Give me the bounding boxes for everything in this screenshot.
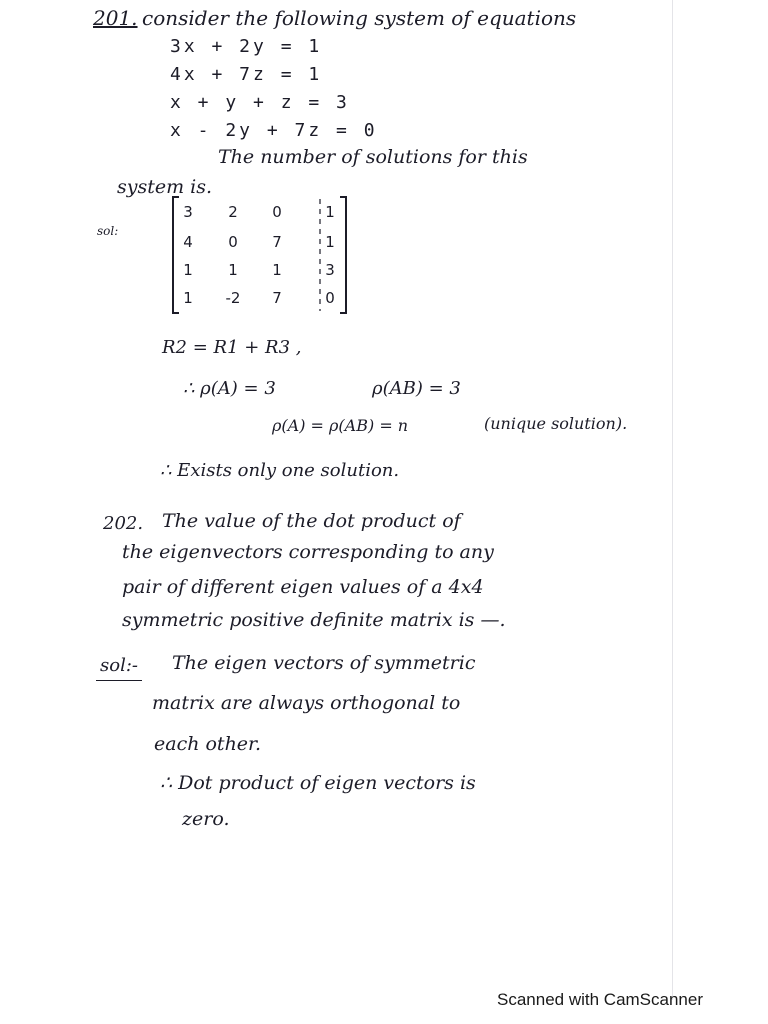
matrix-cell-r1c3: 0 — [272, 203, 282, 221]
row-operation: R2 = R1 + R3 , — [162, 337, 302, 358]
matrix-cell-r3c3: 1 — [272, 261, 282, 279]
matrix-cell-r2c4: 1 — [325, 233, 335, 251]
equation-3: x + y + z = 3 — [170, 92, 350, 113]
q202-line-2: the eigenvectors corresponding to any — [122, 541, 494, 563]
equation-1: 3x + 2y = 1 — [170, 36, 323, 57]
q201-prompt-line-2: system is. — [117, 176, 213, 198]
sol-underline — [96, 680, 142, 681]
camscanner-watermark: Scanned with CamScanner — [497, 990, 704, 1009]
q202-line-1: The value of the dot product of — [162, 510, 461, 532]
q202-line-4: symmetric positive definite matrix is —. — [122, 609, 506, 631]
matrix-cell-r4c1: 1 — [183, 289, 193, 307]
q201-sol-label: sol: — [97, 224, 119, 238]
q202-answer-line-3: each other. — [154, 733, 262, 755]
augmented-matrix — [170, 195, 355, 317]
matrix-cell-r1c1: 3 — [183, 203, 193, 221]
q201-prompt-line-1: The number of solutions for this — [218, 146, 528, 168]
q202-answer-line-2: matrix are always orthogonal to — [152, 692, 461, 714]
q202-answer-line-5: zero. — [182, 808, 230, 830]
margin-line — [672, 0, 673, 1000]
matrix-cell-r1c2: 2 — [228, 203, 238, 221]
matrix-cell-r1c4: 1 — [325, 203, 335, 221]
equation-4: x - 2y + 7z = 0 — [170, 120, 378, 141]
rank-equality: ρ(A) = ρ(AB) = n — [272, 416, 409, 435]
q202-sol-label: sol:- — [100, 655, 138, 676]
q202-line-3: pair of different eigen values of a 4x4 — [122, 576, 484, 598]
q202-answer-line-1: The eigen vectors of symmetric — [172, 652, 476, 674]
equation-2: 4x + 7z = 1 — [170, 64, 323, 85]
matrix-cell-r2c2: 0 — [228, 233, 238, 251]
matrix-cell-r2c1: 4 — [183, 233, 193, 251]
matrix-cell-r4c2: -2 — [225, 289, 241, 307]
q201-heading: consider the following system of equations — [142, 6, 577, 30]
matrix-cell-r3c4: 3 — [325, 261, 335, 279]
matrix-cell-r4c3: 7 — [272, 289, 282, 307]
rank-of-a: ∴ ρ(A) = 3 — [183, 378, 276, 399]
q202-answer-line-4: ∴ Dot product of eigen vectors is — [160, 772, 476, 794]
q201-number: 201. — [93, 6, 138, 30]
rank-of-ab: ρ(AB) = 3 — [372, 378, 461, 399]
matrix-cell-r2c3: 7 — [272, 233, 282, 251]
q202-number: 202. — [103, 513, 144, 534]
matrix-cell-r4c4: 0 — [325, 289, 335, 307]
matrix-cell-r3c1: 1 — [183, 261, 193, 279]
q201-conclusion: ∴ Exists only one solution. — [160, 460, 400, 481]
unique-solution-note: (unique solution). — [484, 414, 628, 433]
matrix-cell-r3c2: 1 — [228, 261, 238, 279]
